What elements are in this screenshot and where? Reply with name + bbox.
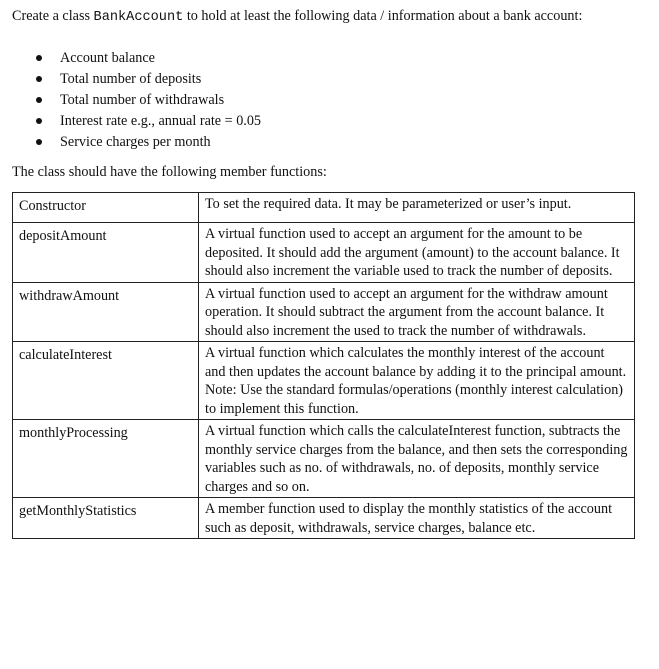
list-item [36, 133, 261, 154]
function-description-cell: A virtual function used to accept an argument for the amount to be deposited. It should add the argument (amount) to the account balance. It should also increment the variable used to track the number of deposits. [199, 223, 635, 283]
function-description-cell: A member function used to display the monthly statistics of the account such as deposit, withdrawals, service charges, balance etc. [199, 498, 635, 539]
function-description-cell [199, 342, 635, 420]
function-name-cell: depositAmount [13, 223, 199, 283]
table-row [13, 498, 635, 539]
intro-paragraph [12, 7, 612, 27]
bullet-icon [36, 97, 42, 103]
intro-text-after: to hold at least the following data / information about a bank account: [183, 8, 583, 24]
list-item [36, 91, 261, 112]
function-description-cell: A virtual function which calls the calculateInterest function, subtracts the monthly service charges from the balance, and then sets the corresponding variables such as no. of withdrawals, no. of deposits, monthly service charges and so on. [199, 420, 635, 498]
list-item [36, 49, 261, 70]
bullet-icon [36, 76, 42, 82]
function-name-cell: getMonthlyStatistics [13, 498, 199, 539]
list-item-text: Service charges per month [60, 134, 211, 150]
class-name-code: BankAccount [93, 10, 184, 25]
table-row [13, 282, 635, 342]
function-description-cell: A virtual function used to accept an argument for the withdraw amount operation. It should subtract the argument from the account balance. It should also increment the used to track the number of withdrawals. [199, 282, 635, 342]
table-row [13, 193, 635, 223]
table-row [13, 420, 635, 498]
list-item [36, 70, 261, 91]
bullet-icon [36, 55, 42, 61]
bullet-icon [36, 118, 42, 124]
function-name-cell: Constructor [13, 193, 199, 223]
data-requirements-list [36, 49, 261, 154]
bullet-icon [36, 139, 42, 145]
list-item-text: Total number of deposits [60, 71, 202, 87]
member-functions-table [12, 192, 635, 539]
function-description-text: A virtual function which calculates the monthly interest of the account and then updates the account balance by adding it to the principal amount. [205, 345, 627, 380]
function-name-cell: withdrawAmount [13, 282, 199, 342]
intro-text-before: Create a class [12, 8, 94, 24]
list-item [36, 112, 261, 133]
list-item-text: Interest rate e.g., annual rate = 0.05 [60, 113, 262, 129]
list-item-text: Total number of withdrawals [60, 92, 225, 108]
table-row [13, 342, 635, 420]
function-note-text: Note: Use the standard formulas/operations (monthly interest calculation) to implement this function. [205, 382, 624, 417]
function-name-cell: calculateInterest [13, 342, 199, 420]
function-name-cell: monthlyProcessing [13, 420, 199, 498]
function-description-cell: To set the required data. It may be parameterized or user’s input. [199, 193, 635, 223]
list-item-text: Account balance [60, 50, 155, 66]
member-functions-lead: The class should have the following member functions: [12, 164, 327, 180]
table-row [13, 223, 635, 283]
